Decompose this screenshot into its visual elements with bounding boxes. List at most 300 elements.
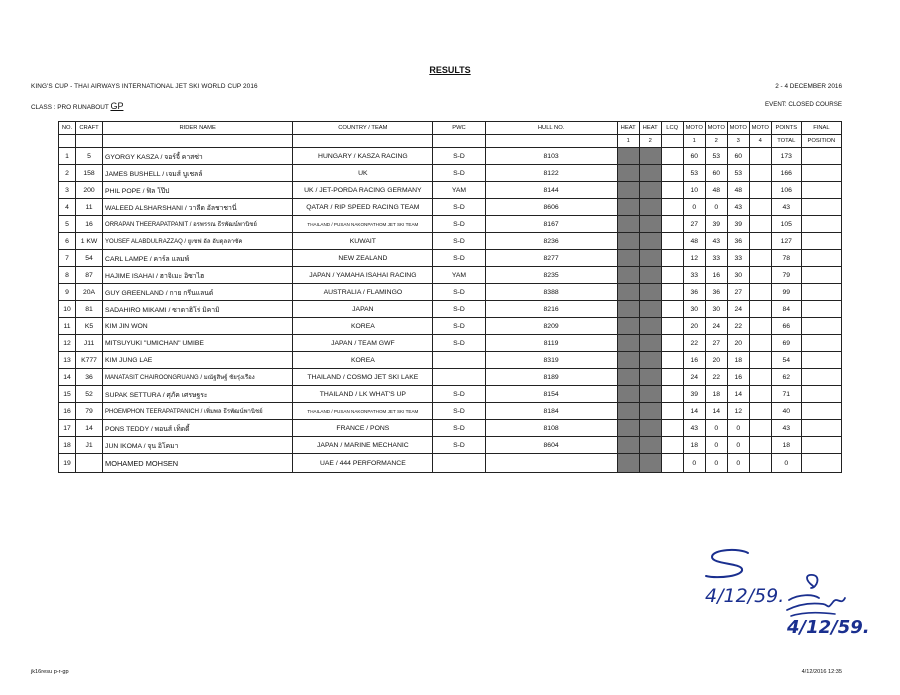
cell-moto3: 24 xyxy=(727,301,749,318)
cell-craft: 14 xyxy=(76,420,103,437)
cell-position xyxy=(801,420,841,437)
cell-heat1 xyxy=(617,165,639,182)
cell-team: JAPAN xyxy=(293,301,433,318)
col-moto4-sub: 4 xyxy=(749,135,771,148)
cell-team: JAPAN / YAMAHA ISAHAI RACING xyxy=(293,267,433,284)
cell-moto2: 0 xyxy=(705,199,727,216)
cell-moto3: 39 xyxy=(727,216,749,233)
cell-craft: 1 KW xyxy=(76,233,103,250)
cell-heat1 xyxy=(617,403,639,420)
cell-pwc: S-D xyxy=(433,284,485,301)
cell-position xyxy=(801,250,841,267)
cell-no: 19 xyxy=(59,454,76,473)
cell-total: 106 xyxy=(771,182,801,199)
cell-moto2: 60 xyxy=(705,165,727,182)
cell-team: KUWAIT xyxy=(293,233,433,250)
table-row xyxy=(59,335,842,352)
col-craft: CRAFT xyxy=(76,122,103,135)
cell-moto2: 18 xyxy=(705,386,727,403)
cell-team: UAE / 444 PERFORMANCE xyxy=(293,454,433,473)
cell-heat2 xyxy=(639,318,661,335)
cell-rider: WALEED ALSHARSHANI / วาลีด อัลชาชานี่ xyxy=(103,199,293,216)
cell-total: 173 xyxy=(771,148,801,165)
cell-heat1 xyxy=(617,386,639,403)
cell-rider: KIM JIN WON xyxy=(103,318,293,335)
cell-team: NEW ZEALAND xyxy=(293,250,433,267)
cell-pwc: S-D xyxy=(433,403,485,420)
cell-hull: 8167 xyxy=(485,216,617,233)
cell-rider: KIM JUNG LAE xyxy=(103,352,293,369)
cell-heat1 xyxy=(617,318,639,335)
col-moto3: MOTO xyxy=(727,122,749,135)
col-team-sub xyxy=(293,135,433,148)
col-moto2: MOTO xyxy=(705,122,727,135)
cell-craft: 11 xyxy=(76,199,103,216)
cell-rider: CARL LAMPE / คาร์ล แลมพ์ xyxy=(103,250,293,267)
cell-total: 127 xyxy=(771,233,801,250)
footer-timestamp: 4/12/2016 12:35 xyxy=(801,669,842,675)
col-heat1: HEAT xyxy=(617,122,639,135)
cell-no: 6 xyxy=(59,233,76,250)
cell-position xyxy=(801,335,841,352)
table-row xyxy=(59,369,842,386)
table-row xyxy=(59,284,842,301)
cell-moto1: 39 xyxy=(683,386,705,403)
cell-no: 2 xyxy=(59,165,76,182)
cell-moto4 xyxy=(749,335,771,352)
cell-moto3: 18 xyxy=(727,352,749,369)
cell-position xyxy=(801,437,841,454)
cell-pwc: S-D xyxy=(433,420,485,437)
table-header xyxy=(59,122,842,148)
table-row xyxy=(59,318,842,335)
cell-position xyxy=(801,199,841,216)
cell-moto1: 16 xyxy=(683,352,705,369)
cell-hull: 8277 xyxy=(485,250,617,267)
table-row xyxy=(59,386,842,403)
cell-team: FRANCE / PONS xyxy=(293,420,433,437)
cell-rider: JUN IKOMA / จุน อิโคมา xyxy=(103,437,293,454)
footer-file-code: jk16resu p-r-gp xyxy=(31,669,69,675)
cell-no: 4 xyxy=(59,199,76,216)
cell-pwc: S-D xyxy=(433,250,485,267)
cell-no: 10 xyxy=(59,301,76,318)
cell-hull: 8235 xyxy=(485,267,617,284)
cell-pwc: YAM xyxy=(433,267,485,284)
cell-team: AUSTRALIA / FLAMINGO xyxy=(293,284,433,301)
cell-craft: 36 xyxy=(76,369,103,386)
cell-rider: HAJIME ISAHAI / ฮาจิเมะ อิซาไฮ xyxy=(103,267,293,284)
cell-total: 166 xyxy=(771,165,801,182)
cell-team: THAILAND / PUSAN NAKONPATHOM JET SKI TEAM xyxy=(293,403,433,420)
cell-moto2: 33 xyxy=(705,250,727,267)
col-no-sub xyxy=(59,135,76,148)
cell-moto3: 22 xyxy=(727,318,749,335)
cell-craft: 200 xyxy=(76,182,103,199)
col-moto2-sub: 2 xyxy=(705,135,727,148)
cell-moto1: 20 xyxy=(683,318,705,335)
col-heat1-sub: 1 xyxy=(617,135,639,148)
table-row xyxy=(59,352,842,369)
cell-no: 16 xyxy=(59,403,76,420)
col-team: COUNTRY / TEAM xyxy=(293,122,433,135)
col-final: FINAL xyxy=(801,122,841,135)
cell-moto2: 0 xyxy=(705,454,727,473)
col-pwc: PWC xyxy=(433,122,485,135)
table-row xyxy=(59,148,842,165)
cell-pwc: S-D xyxy=(433,148,485,165)
cell-heat1 xyxy=(617,148,639,165)
cell-moto3: 0 xyxy=(727,454,749,473)
cell-moto2: 20 xyxy=(705,352,727,369)
cell-moto4 xyxy=(749,403,771,420)
cell-moto4 xyxy=(749,318,771,335)
cell-rider: GYORGY KASZA / จอร์จี้ คาสซ่า xyxy=(103,148,293,165)
cell-position xyxy=(801,403,841,420)
cell-position xyxy=(801,233,841,250)
cell-hull: 8209 xyxy=(485,318,617,335)
cell-moto4 xyxy=(749,352,771,369)
cell-moto1: 60 xyxy=(683,148,705,165)
col-hull-sub xyxy=(485,135,617,148)
cell-craft: 5 xyxy=(76,148,103,165)
cell-moto1: 0 xyxy=(683,199,705,216)
cell-craft: 79 xyxy=(76,403,103,420)
cell-moto3: 14 xyxy=(727,386,749,403)
col-moto3-sub: 3 xyxy=(727,135,749,148)
cell-lcq xyxy=(661,233,683,250)
cell-moto3: 60 xyxy=(727,148,749,165)
cell-no: 7 xyxy=(59,250,76,267)
cell-no: 9 xyxy=(59,284,76,301)
cell-total: 43 xyxy=(771,420,801,437)
cell-moto1: 53 xyxy=(683,165,705,182)
cell-no: 12 xyxy=(59,335,76,352)
cell-moto4 xyxy=(749,199,771,216)
cell-moto4 xyxy=(749,250,771,267)
cell-moto2: 16 xyxy=(705,267,727,284)
cell-moto4 xyxy=(749,148,771,165)
cell-craft: 52 xyxy=(76,386,103,403)
cell-moto2: 0 xyxy=(705,420,727,437)
results-table xyxy=(58,121,842,473)
cell-no: 11 xyxy=(59,318,76,335)
col-no: NO. xyxy=(59,122,76,135)
cell-hull: 8103 xyxy=(485,148,617,165)
cell-lcq xyxy=(661,318,683,335)
col-heat2-sub: 2 xyxy=(639,135,661,148)
page-title: RESULTS xyxy=(429,65,471,75)
table-row xyxy=(59,165,842,182)
cell-rider: MOHAMED MOHSEN xyxy=(103,454,293,473)
cell-heat1 xyxy=(617,182,639,199)
cell-lcq xyxy=(661,352,683,369)
class-label xyxy=(31,101,123,111)
cell-heat2 xyxy=(639,216,661,233)
cell-pwc: S-D xyxy=(433,386,485,403)
cell-rider: SUPAK SETTURA / ศุภัค เศรษฐระ xyxy=(103,386,293,403)
cell-heat2 xyxy=(639,437,661,454)
cell-heat2 xyxy=(639,454,661,473)
cell-total: 66 xyxy=(771,318,801,335)
cell-team: QATAR / RIP SPEED RACING TEAM xyxy=(293,199,433,216)
cell-total: 62 xyxy=(771,369,801,386)
cell-lcq xyxy=(661,199,683,216)
col-moto1-sub: 1 xyxy=(683,135,705,148)
cell-heat1 xyxy=(617,420,639,437)
cell-rider: ORRAPAN THEERAPATPANIT / อรพรรณ ธีรพัฒน์พานิชย์ xyxy=(103,216,293,233)
cell-hull: 8184 xyxy=(485,403,617,420)
cell-heat2 xyxy=(639,148,661,165)
cell-craft: J11 xyxy=(76,335,103,352)
cell-moto3: 53 xyxy=(727,165,749,182)
table-row xyxy=(59,454,842,473)
cell-moto4 xyxy=(749,386,771,403)
cell-hull xyxy=(485,454,617,473)
cell-moto2: 27 xyxy=(705,335,727,352)
cell-lcq xyxy=(661,250,683,267)
cell-position xyxy=(801,301,841,318)
cell-pwc: S-D xyxy=(433,165,485,182)
cell-craft xyxy=(76,454,103,473)
cell-position xyxy=(801,148,841,165)
cell-rider: PHOEMPHON TEERAPATPANICH / เพิ่มพล ธีรพัฒน์พานิชย์ xyxy=(103,403,293,420)
cell-lcq xyxy=(661,335,683,352)
cell-heat1 xyxy=(617,301,639,318)
col-hull: HULL NO. xyxy=(485,122,617,135)
cell-moto3: 0 xyxy=(727,420,749,437)
cell-lcq xyxy=(661,386,683,403)
cell-hull: 8144 xyxy=(485,182,617,199)
cell-team: KOREA xyxy=(293,352,433,369)
cell-total: 79 xyxy=(771,267,801,284)
cell-moto3: 48 xyxy=(727,182,749,199)
cell-heat2 xyxy=(639,352,661,369)
cell-heat1 xyxy=(617,284,639,301)
cell-moto1: 12 xyxy=(683,250,705,267)
cell-rider: MANATASIT CHAIROONGRUANG / มณัฐสิษฐ์ ชัยรุ่งเรือง xyxy=(103,369,293,386)
cell-heat2 xyxy=(639,301,661,318)
cell-heat1 xyxy=(617,216,639,233)
cell-moto3: 27 xyxy=(727,284,749,301)
cell-moto2: 0 xyxy=(705,437,727,454)
cell-no: 3 xyxy=(59,182,76,199)
event-name: KING'S CUP - THAI AIRWAYS INTERNATIONAL JET SKI WORLD CUP 2016 xyxy=(31,83,258,90)
col-lcq: LCQ xyxy=(661,122,683,135)
cell-total: 99 xyxy=(771,284,801,301)
cell-moto2: 36 xyxy=(705,284,727,301)
cell-lcq xyxy=(661,267,683,284)
cell-team: UK xyxy=(293,165,433,182)
cell-craft: K777 xyxy=(76,352,103,369)
cell-moto4 xyxy=(749,233,771,250)
cell-pwc: S-D xyxy=(433,233,485,250)
cell-pwc xyxy=(433,369,485,386)
cell-position xyxy=(801,454,841,473)
class-label-text: CLASS : PRO RUNABOUT xyxy=(31,104,109,111)
cell-moto3: 0 xyxy=(727,437,749,454)
cell-pwc: S-D xyxy=(433,335,485,352)
cell-no: 1 xyxy=(59,148,76,165)
cell-hull: 8606 xyxy=(485,199,617,216)
cell-moto1: 27 xyxy=(683,216,705,233)
cell-total: 84 xyxy=(771,301,801,318)
cell-no: 14 xyxy=(59,369,76,386)
col-heat2: HEAT xyxy=(639,122,661,135)
cell-no: 18 xyxy=(59,437,76,454)
table-row xyxy=(59,420,842,437)
cell-moto4 xyxy=(749,216,771,233)
cell-moto3: 16 xyxy=(727,369,749,386)
cell-moto3: 36 xyxy=(727,233,749,250)
cell-moto2: 14 xyxy=(705,403,727,420)
cell-hull: 8154 xyxy=(485,386,617,403)
cell-rider: SADAHIRO MIKAMI / ซาดาฮิโร่ มิคามิ xyxy=(103,301,293,318)
event-type: EVENT: CLOSED COURSE xyxy=(764,101,842,108)
cell-craft: 54 xyxy=(76,250,103,267)
table-row xyxy=(59,250,842,267)
cell-heat1 xyxy=(617,335,639,352)
cell-moto4 xyxy=(749,284,771,301)
cell-rider: PONS TEDDY / พอนส์ เท็ดดี้ xyxy=(103,420,293,437)
cell-rider: GUY GREENLAND / กาย กรีนแลนด์ xyxy=(103,284,293,301)
col-points: POINTS xyxy=(771,122,801,135)
cell-pwc: S-D xyxy=(433,216,485,233)
cell-heat1 xyxy=(617,352,639,369)
cell-hull: 8236 xyxy=(485,233,617,250)
cell-craft: 81 xyxy=(76,301,103,318)
cell-rider: PHIL POPE / ฟิล โป๊ป xyxy=(103,182,293,199)
cell-moto1: 18 xyxy=(683,437,705,454)
cell-no: 8 xyxy=(59,267,76,284)
col-pwc-sub xyxy=(433,135,485,148)
cell-moto4 xyxy=(749,454,771,473)
cell-heat2 xyxy=(639,233,661,250)
cell-total: 40 xyxy=(771,403,801,420)
cell-moto2: 30 xyxy=(705,301,727,318)
cell-heat2 xyxy=(639,182,661,199)
cell-moto4 xyxy=(749,182,771,199)
col-moto1: MOTO xyxy=(683,122,705,135)
cell-position xyxy=(801,165,841,182)
cell-moto4 xyxy=(749,267,771,284)
signature-date-2: 4/12/59. xyxy=(787,617,870,638)
col-position-sub: POSITION xyxy=(801,135,841,148)
class-code: GP xyxy=(110,101,124,111)
cell-moto3: 43 xyxy=(727,199,749,216)
cell-team: UK / JET-PORDA RACING GERMANY xyxy=(293,182,433,199)
cell-team: JAPAN / TEAM GWF xyxy=(293,335,433,352)
cell-no: 13 xyxy=(59,352,76,369)
cell-craft: 16 xyxy=(76,216,103,233)
cell-lcq xyxy=(661,437,683,454)
cell-craft: 158 xyxy=(76,165,103,182)
cell-moto3: 20 xyxy=(727,335,749,352)
cell-heat2 xyxy=(639,386,661,403)
cell-moto2: 48 xyxy=(705,182,727,199)
table-row xyxy=(59,403,842,420)
signature-1-icon xyxy=(700,545,760,585)
cell-pwc xyxy=(433,352,485,369)
cell-lcq xyxy=(661,284,683,301)
cell-moto4 xyxy=(749,165,771,182)
cell-hull: 8388 xyxy=(485,284,617,301)
cell-position xyxy=(801,284,841,301)
cell-total: 0 xyxy=(771,454,801,473)
cell-craft: 20A xyxy=(76,284,103,301)
cell-no: 15 xyxy=(59,386,76,403)
cell-heat2 xyxy=(639,165,661,182)
cell-position xyxy=(801,182,841,199)
cell-hull: 8108 xyxy=(485,420,617,437)
cell-pwc: S-D xyxy=(433,437,485,454)
col-craft-sub xyxy=(76,135,103,148)
cell-team: KOREA xyxy=(293,318,433,335)
cell-moto1: 36 xyxy=(683,284,705,301)
cell-total: 43 xyxy=(771,199,801,216)
table-row xyxy=(59,437,842,454)
cell-lcq xyxy=(661,165,683,182)
cell-moto1: 0 xyxy=(683,454,705,473)
cell-position xyxy=(801,216,841,233)
cell-heat2 xyxy=(639,369,661,386)
cell-moto1: 10 xyxy=(683,182,705,199)
cell-no: 17 xyxy=(59,420,76,437)
signature-date-1: 4/12/59. xyxy=(705,585,785,607)
cell-craft: J1 xyxy=(76,437,103,454)
cell-total: 18 xyxy=(771,437,801,454)
cell-craft: K5 xyxy=(76,318,103,335)
cell-team: THAILAND / LK WHAT'S UP xyxy=(293,386,433,403)
cell-total: 78 xyxy=(771,250,801,267)
cell-total: 105 xyxy=(771,216,801,233)
cell-hull: 8604 xyxy=(485,437,617,454)
cell-lcq xyxy=(661,301,683,318)
cell-rider: MITSUYUKI "UMICHAN" UMIBE xyxy=(103,335,293,352)
cell-heat2 xyxy=(639,284,661,301)
table-body xyxy=(59,148,842,473)
cell-moto1: 22 xyxy=(683,335,705,352)
cell-rider: YOUSEF ALABDULRAZZAQ / ยูเซฟ อัล อับดุลลาซัค xyxy=(103,233,293,250)
cell-lcq xyxy=(661,403,683,420)
cell-team: THAILAND / PUSAN NAKONPATHOM JET SKI TEAM xyxy=(293,216,433,233)
cell-pwc: S-D xyxy=(433,199,485,216)
cell-pwc: S-D xyxy=(433,318,485,335)
cell-moto3: 12 xyxy=(727,403,749,420)
cell-heat2 xyxy=(639,199,661,216)
cell-lcq xyxy=(661,420,683,437)
cell-hull: 8189 xyxy=(485,369,617,386)
cell-position xyxy=(801,369,841,386)
cell-total: 54 xyxy=(771,352,801,369)
cell-heat1 xyxy=(617,267,639,284)
cell-total: 69 xyxy=(771,335,801,352)
table-row xyxy=(59,199,842,216)
cell-hull: 8319 xyxy=(485,352,617,369)
cell-moto3: 30 xyxy=(727,267,749,284)
cell-pwc: YAM xyxy=(433,182,485,199)
cell-moto2: 43 xyxy=(705,233,727,250)
cell-moto1: 24 xyxy=(683,369,705,386)
cell-position xyxy=(801,352,841,369)
table-row xyxy=(59,301,842,318)
cell-lcq xyxy=(661,369,683,386)
cell-craft: 87 xyxy=(76,267,103,284)
cell-heat1 xyxy=(617,454,639,473)
signature-2-icon xyxy=(783,572,853,620)
cell-heat2 xyxy=(639,403,661,420)
col-moto4: MOTO xyxy=(749,122,771,135)
